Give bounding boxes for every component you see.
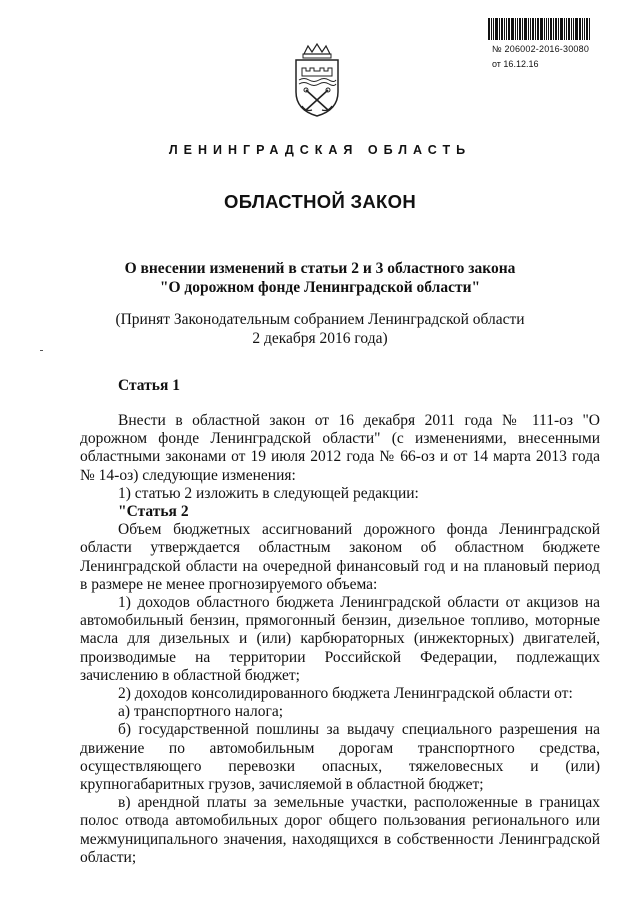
paragraph: а) транспортного налога;: [118, 703, 284, 721]
paragraph: 1) доходов областного бюджета Ленинградской области от акцизов на автомобильный бензин, прямогонный бензин, дизельное топливо, моторные масла для дизельных и (или) карбюраторных (инжекторных) двигателей, производимые на территории Российской Федерации, подлежащих зачислению в областной бюджет;: [80, 594, 600, 684]
barcode-bar: [515, 18, 516, 40]
barcode-bar: [501, 18, 503, 40]
barcode-bar: [553, 18, 554, 40]
coat-of-arms-icon: [282, 40, 352, 120]
barcode-bar: [558, 18, 559, 40]
paragraph: Внести в областной закон от 16 декабря 2011 года № 111-оз "О дорожном фонде Ленинградской области" (с изменениями, внесенными областными законами от 19 июля 2012 года № 66-оз и от 14 марта 2013 года № 14-оз) следующие изменения:: [80, 412, 600, 484]
barcode-bar: [530, 18, 531, 40]
barcode-bar: [508, 18, 510, 40]
barcode-icon: [488, 18, 610, 40]
registration-number: № 206002-2016-30080: [492, 44, 590, 54]
barcode-bar: [584, 18, 585, 40]
barcode-bar: [589, 18, 590, 40]
adoption-note-line: (Принят Законодательным собранием Ленинградской области: [115, 311, 525, 328]
barcode-bar: [491, 18, 492, 40]
barcode-bar: [535, 18, 536, 40]
barcode-bar: [499, 18, 500, 40]
barcode-bar: [555, 18, 557, 40]
barcode-bar: [495, 18, 498, 40]
article-body: [80, 412, 600, 867]
registration-date: от 16.12.16: [492, 59, 539, 69]
paragraph: 1) статью 2 изложить в следующей редакции:: [118, 484, 419, 502]
law-title: [60, 259, 580, 297]
law-title-line: О внесении изменений в статьи 2 и 3 областного закона: [124, 260, 516, 277]
region-name: ЛЕНИНГРАДСКАЯ ОБЛАСТЬ: [168, 143, 472, 157]
adoption-note-line: 2 декабря 2016 года): [252, 330, 388, 347]
barcode-bar: [540, 18, 543, 40]
barcode-bar: [506, 18, 507, 40]
law-title-line: "О дорожном фонде Ленинградской области": [159, 279, 481, 296]
barcode-bar: [488, 18, 490, 40]
barcode-bar: [504, 18, 505, 40]
barcode-bar: [522, 18, 523, 40]
quoted-article-heading: "Статья 2: [118, 503, 189, 521]
barcode-bar: [573, 18, 574, 40]
document-type: ОБЛАСТНОЙ ЗАКОН: [224, 191, 416, 212]
barcode-bar: [566, 18, 567, 40]
barcode-bar: [582, 18, 583, 40]
barcode-bar: [544, 18, 545, 40]
barcode-bar: [517, 18, 518, 40]
barcode-bar: [550, 18, 552, 40]
barcode-bar: [575, 18, 578, 40]
barcode-bar: [537, 18, 539, 40]
article-heading: Статья 1: [118, 377, 180, 394]
adoption-note: [60, 310, 580, 348]
barcode-bar: [528, 18, 529, 40]
barcode-bar: [560, 18, 563, 40]
barcode-bar: [511, 18, 514, 40]
paragraph: в) арендной платы за земельные участки, расположенные в границах полос отвода автомобильных дорог общего пользования регионального или межмуниципального значения, находящихся в собственности Ленинградской области;: [80, 794, 600, 866]
barcode-bar: [493, 18, 494, 40]
barcode-bar: [586, 18, 588, 40]
paragraph: б) государственной пошлины за выдачу специального разрешения на движение по автомобильным дорогам транспортного средства, осуществляющего перевозки опасных, тяжеловесных и (или) крупногабаритных грузов, зачисляемой в областной бюджет;: [80, 721, 600, 794]
margin-mark: [40, 350, 43, 351]
barcode-bar: [524, 18, 527, 40]
barcode-bar: [519, 18, 521, 40]
barcode-bar: [579, 18, 581, 40]
barcode-bar: [532, 18, 534, 40]
barcode-bar: [564, 18, 565, 40]
barcode-bar: [546, 18, 547, 40]
paragraph: Объем бюджетных ассигнований дорожного фонда Ленинградской области утверждается областным законом об областном бюджете Ленинградской области на очередной финансовый год и на плановый период в размере не менее прогнозируемого объема:: [80, 521, 600, 593]
barcode-bar: [568, 18, 570, 40]
barcode-bar: [548, 18, 549, 40]
paragraph: 2) доходов консолидированного бюджета Ленинградской области от:: [118, 685, 573, 703]
barcode-bar: [571, 18, 572, 40]
